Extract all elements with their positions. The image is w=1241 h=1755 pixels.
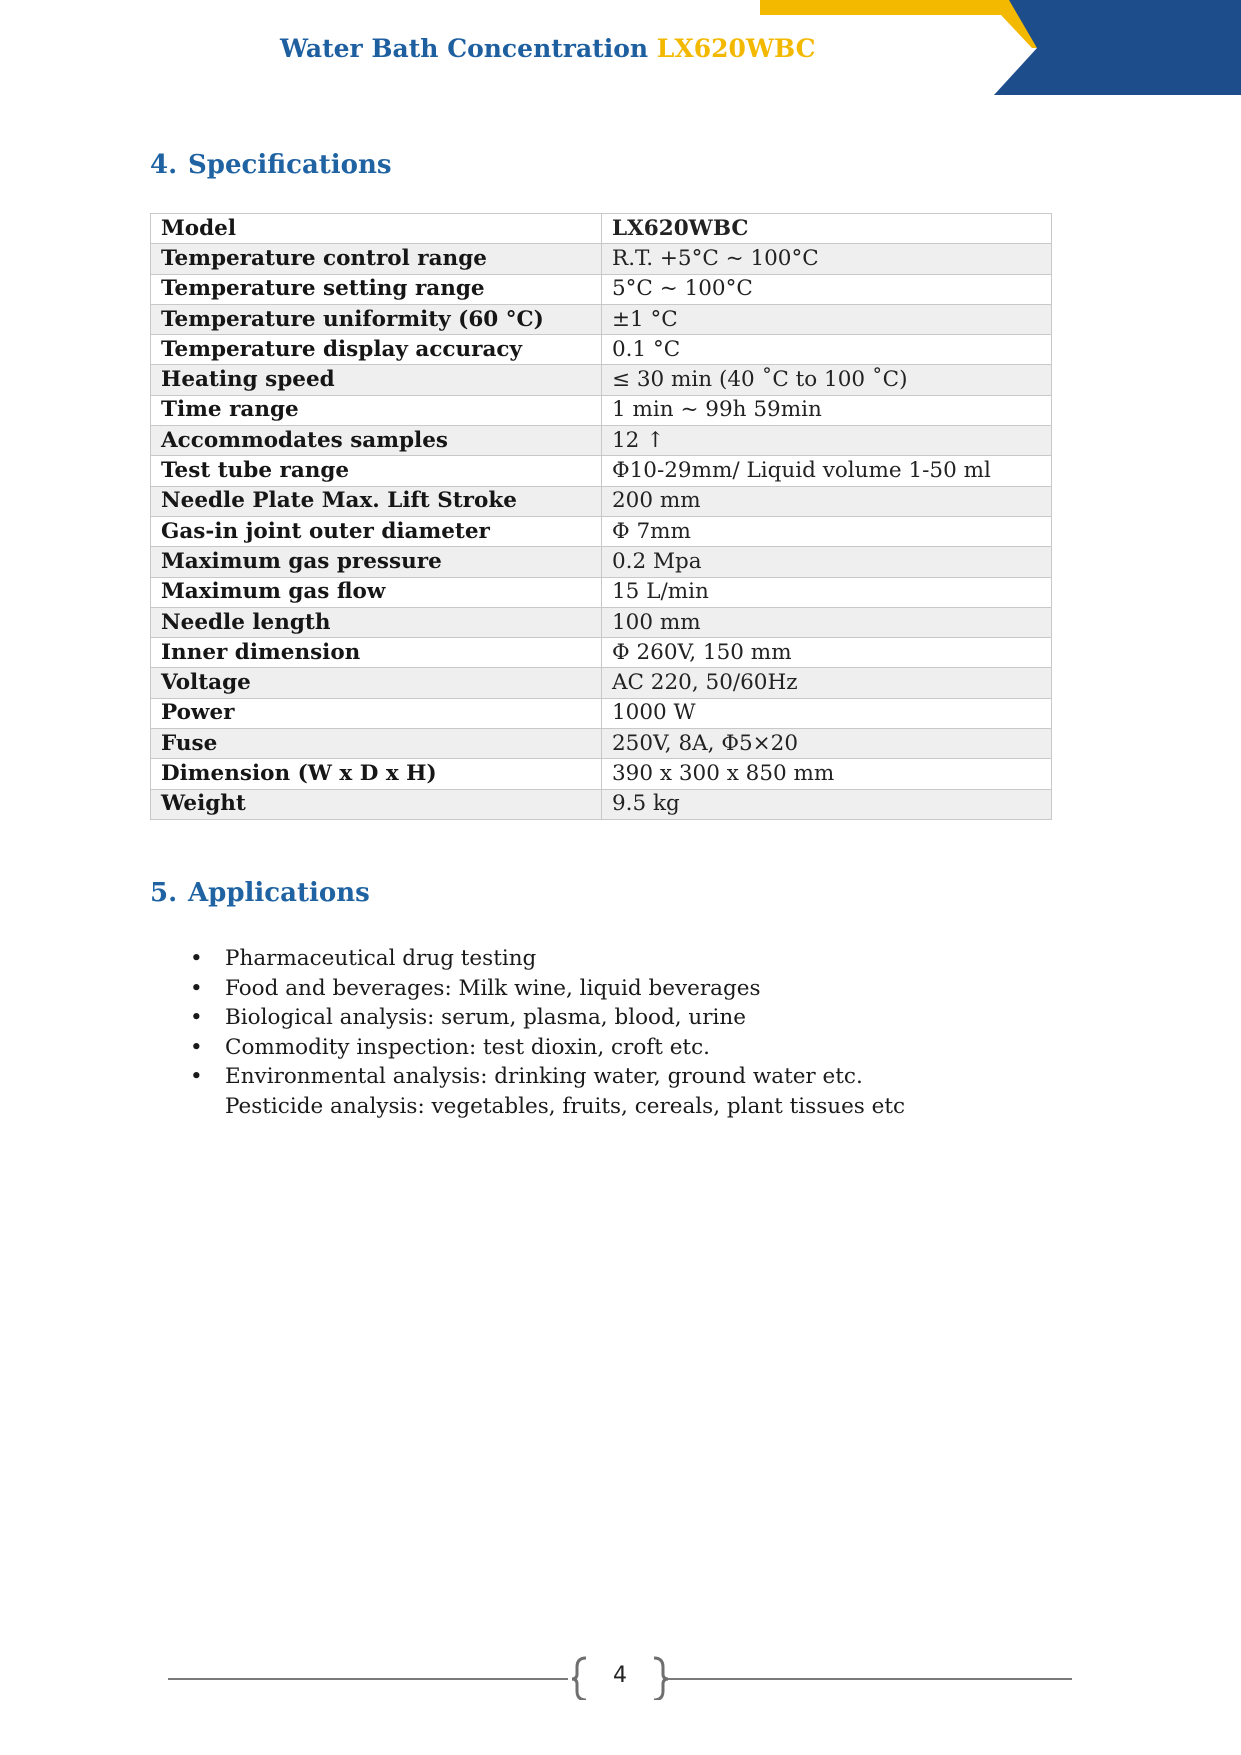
table-row [151, 365, 1052, 395]
spec-value: 0.1 °C [602, 335, 1052, 365]
table-row [151, 486, 1052, 516]
spec-label: Maximum gas flow [151, 577, 602, 607]
list-item-continuation: Pesticide analysis: vegetables, fruits, cereals, plant tissues etc [225, 1093, 906, 1119]
document-title-prefix: Water Bath Concentration [280, 34, 649, 63]
list-item-text: Food and beverages: Milk wine, liquid beverages [225, 975, 761, 1001]
list-item [190, 974, 905, 1004]
bullet-icon: • [190, 975, 203, 1001]
table-row [151, 729, 1052, 759]
section-title: Applications [188, 878, 370, 908]
spec-label: Temperature display accuracy [151, 335, 602, 365]
spec-label: Needle Plate Max. Lift Stroke [151, 486, 602, 516]
table-row [151, 214, 1052, 244]
spec-value: Φ 7mm [602, 516, 1052, 546]
list-item [190, 944, 905, 974]
spec-label: Needle length [151, 607, 602, 637]
specifications-heading [150, 150, 392, 180]
spec-value: 250V, 8A, Φ5×20 [602, 729, 1052, 759]
bullet-icon: • [190, 1064, 203, 1089]
table-row [151, 335, 1052, 365]
spec-label: Dimension (W x D x H) [151, 759, 602, 789]
spec-value: R.T. +5°C ~ 100°C [602, 244, 1052, 274]
spec-value: 100 mm [602, 607, 1052, 637]
spec-value: 12 ↑ [602, 426, 1052, 456]
spec-label: Heating speed [151, 365, 602, 395]
spec-value: 1 min ~ 99h 59min [602, 395, 1052, 425]
table-row [151, 456, 1052, 486]
spec-value: ±1 °C [602, 304, 1052, 334]
spec-label: Inner dimension [151, 638, 602, 668]
spec-value: AC 220, 50/60Hz [602, 668, 1052, 698]
applications-list [190, 944, 905, 1121]
spec-value: 0.2 Mpa [602, 547, 1052, 577]
bullet-icon: • [190, 1005, 203, 1030]
spec-label: Temperature control range [151, 244, 602, 274]
list-item [190, 1062, 905, 1092]
list-item-text: Pharmaceutical drug testing [225, 946, 537, 971]
spec-label: Fuse [151, 729, 602, 759]
specifications-table [150, 213, 1052, 820]
spec-label: Gas-in joint outer diameter [151, 516, 602, 546]
section-number: 4. [150, 150, 178, 180]
spec-value: ≤ 30 min (40 ˚C to 100 ˚C) [602, 365, 1052, 395]
spec-value: Φ 260V, 150 mm [602, 638, 1052, 668]
spec-value: 5°C ~ 100°C [602, 274, 1052, 304]
spec-label: Accommodates samples [151, 426, 602, 456]
table-row [151, 274, 1052, 304]
table-row [151, 426, 1052, 456]
spec-value: 200 mm [602, 486, 1052, 516]
list-item-text: Environmental analysis: drinking water, ground water etc. [225, 1064, 863, 1089]
spec-label: Time range [151, 395, 602, 425]
spec-label: Maximum gas pressure [151, 547, 602, 577]
spec-label: Temperature uniformity (60 °C) [151, 304, 602, 334]
table-row [151, 759, 1052, 789]
table-row [151, 577, 1052, 607]
spec-label: Test tube range [151, 456, 602, 486]
page-number: 4 [613, 1663, 627, 1688]
table-row [151, 304, 1052, 334]
list-item-text: Commodity inspection: test dioxin, croft etc. [225, 1034, 710, 1060]
spec-label: Weight [151, 789, 602, 819]
spec-label: Model [151, 214, 602, 244]
list-item [190, 1003, 905, 1033]
table-row [151, 395, 1052, 425]
spec-label: Power [151, 698, 602, 728]
spec-value: 1000 W [602, 698, 1052, 728]
table-row [151, 668, 1052, 698]
spec-label: Voltage [151, 668, 602, 698]
section-title: Specifications [188, 150, 392, 180]
spec-value: 9.5 kg [602, 789, 1052, 819]
bullet-icon: • [190, 946, 203, 971]
document-title [280, 34, 816, 63]
table-row [151, 789, 1052, 819]
list-item-text: Biological analysis: serum, plasma, blood, urine [225, 1005, 747, 1030]
table-row [151, 638, 1052, 668]
spec-value: Φ10-29mm/ Liquid volume 1-50 ml [602, 456, 1052, 486]
table-row [151, 607, 1052, 637]
spec-value: 390 x 300 x 850 mm [602, 759, 1052, 789]
list-item [190, 1033, 905, 1063]
spec-value: 15 L/min [602, 577, 1052, 607]
spec-label: Temperature setting range [151, 274, 602, 304]
table-row [151, 516, 1052, 546]
section-number: 5. [150, 878, 178, 908]
table-row [151, 698, 1052, 728]
bullet-icon: • [190, 1034, 203, 1060]
applications-heading [150, 878, 370, 908]
document-title-model: LX620WBC [656, 34, 816, 63]
spec-value: LX620WBC [602, 214, 1052, 244]
table-row [151, 244, 1052, 274]
table-row [151, 547, 1052, 577]
